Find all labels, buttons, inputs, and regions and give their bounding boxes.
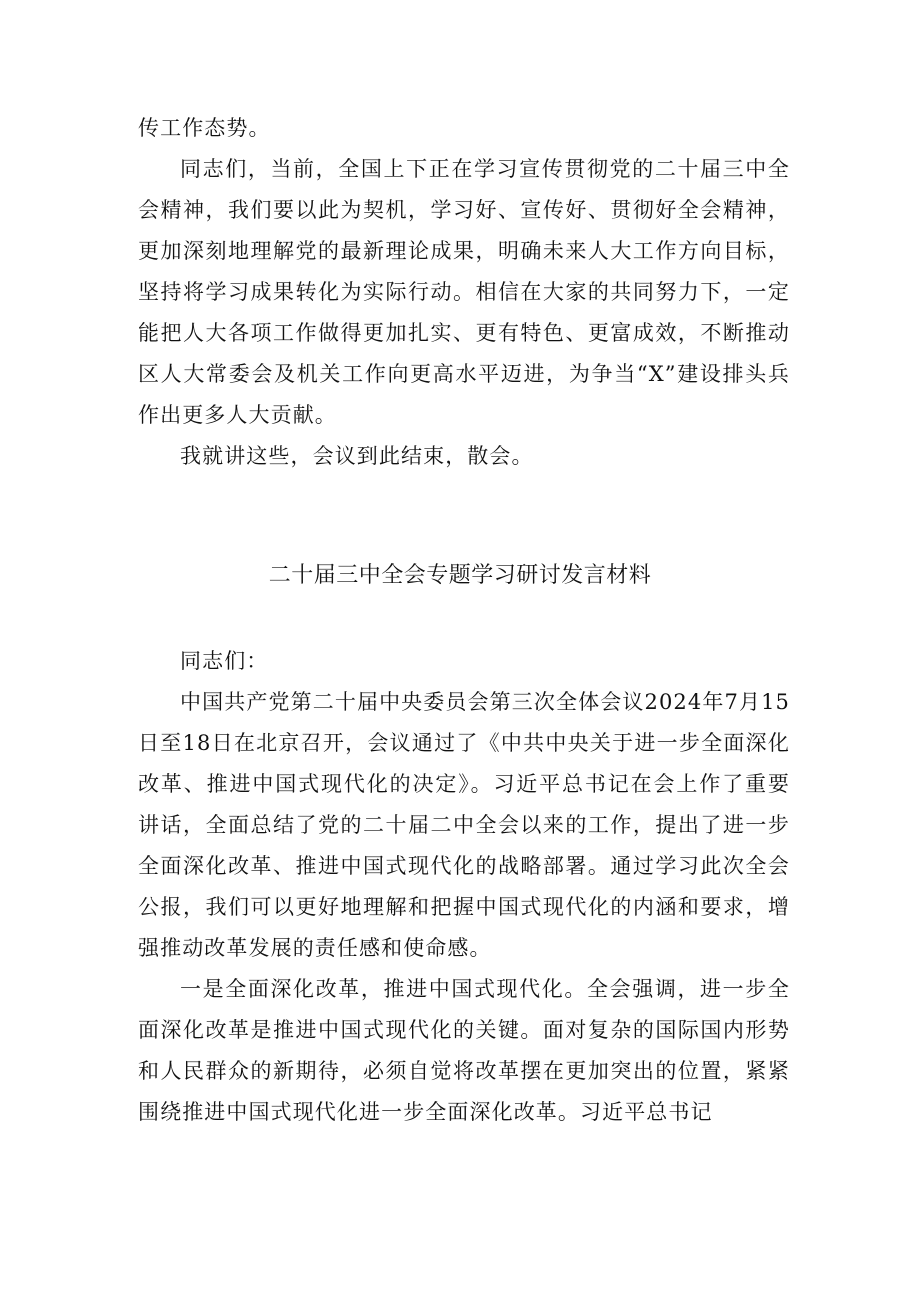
section-two-body bbox=[138, 641, 790, 1133]
paragraph-continuation: 传工作态势。 bbox=[138, 116, 271, 140]
paragraph-salutation: 同志们： bbox=[180, 649, 269, 673]
paragraph-closing-remarks: 同志们，当前，全国上下正在学习宣传贯彻党的二十届三中全会精神，我们要以此为契机，学习好、宣传好、贯彻好全会精神，更加深刻地理解党的最新理论成果，明确未来人大工作方向目标，坚持将学习成果转化为实际行动。相信在大家的共同努力下，一定能把人大各项工作做得更加扎实、更有特色、更富成效，不断推动区人大常委会及机关工作向更高水平迈进，为争当“X”建设排头兵作出更多人大贡献。 bbox=[138, 157, 790, 427]
section-one-body bbox=[138, 108, 790, 477]
paragraph-meeting-end: 我就讲这些，会议到此结束，散会。 bbox=[180, 444, 534, 468]
document-title: 二十届三中全会专题学习研讨发言材料 bbox=[268, 563, 652, 588]
paragraph-introduction: 中国共产党第二十届中央委员会第三次全体会议2024年7月15日至18日在北京召开，会议通过了《中共中央关于进一步全面深化改革、推进中国式现代化的决定》。习近平总书记在会上作了重要讲话，全面总结了党的二十届二中全会以来的工作，提出了进一步全面深化改革、推进中国式现代化的战略部署。通过学习此次全会公报，我们可以更好地理解和把握中国式现代化的内涵和要求，增强推动改革发展的责任感和使命感。 bbox=[138, 690, 790, 960]
paragraph-point-one: 一是全面深化改革，推进中国式现代化。全会强调，进一步全面深化改革是推进中国式现代化的关键。面对复杂的国际国内形势和人民群众的新期待，必须自觉将改革摆在更加突出的位置，紧紧围绕推进中国式现代化进一步全面深化改革。习近平总书记 bbox=[138, 977, 790, 1124]
